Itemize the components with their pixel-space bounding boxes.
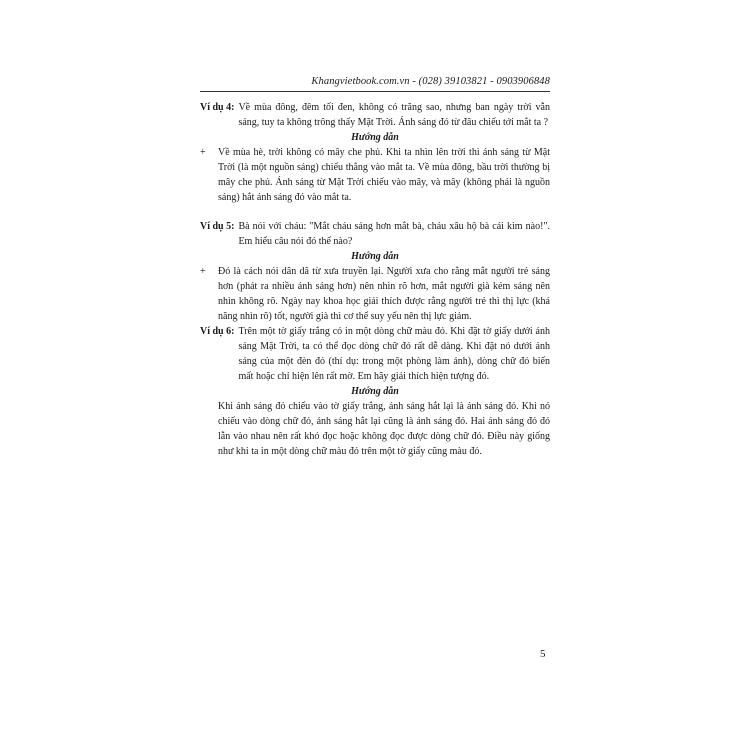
page-header: Khangvietbook.com.vn - (028) 39103821 - 0903906848 (200, 76, 550, 92)
example-5-heading: Hướng dẫn (351, 251, 399, 262)
example-6-text: Trên một tờ giấy trắng có in một dòng chữ màu đỏ. Khi đặt tờ giấy dưới ánh sáng Mặt Trời, ta có thể đọc dòng chữ đó rất dễ dàng. Khi đặt nó dưới ánh sáng của một đèn đỏ (thí dụ: trong một phòng làm ảnh), dòng chữ đó biến mất hoặc chỉ hiện lên rất mờ. Em hãy giải thích hiện tượng đó. (238, 326, 550, 382)
plus-bullet: + (200, 266, 206, 277)
example-6-heading: Hướng dẫn (351, 386, 399, 397)
example-6-label: Ví dụ 6: (200, 326, 235, 337)
example-6-question (200, 324, 550, 384)
example-4-answer-text: Về mùa hè, trời không có mây che phủ. Khi ta nhìn lên trời thì ánh sáng từ Mặt Trời (là một nguồn sáng) chiếu thẳng vào mắt ta. Về mùa đông, bầu trời thường bị mây che phủ. Ánh sáng từ Mặt Trời chiếu vào mây, và mây (không phải là nguồn sáng) hắt ánh sáng đó vào mắt ta. (218, 147, 550, 203)
example-4-question (200, 100, 550, 130)
example-5-text: Bà nói với cháu: "Mắt cháu sáng hơn mắt bà, cháu xâu hộ bà cái kim nào!". Em hiểu câu nói đó thế nào? (238, 221, 550, 247)
example-5-label: Ví dụ 5: (200, 221, 235, 232)
page-content (200, 100, 550, 459)
example-6-answer-text: Khi ánh sáng đỏ chiếu vào tờ giấy trắng, ánh sáng hắt lại là ánh sáng đỏ. Khi nó chiếu vào dòng chữ đỏ, ánh sáng hắt lại cũng là ánh sáng đỏ. Hai ánh sáng đỏ đó lẫn vào nhau nên rất khó đọc hoặc không đọc được dòng chữ đó. Điều này giống như khi ta in một dòng chữ màu đỏ trên một tờ giấy cũng màu đỏ. (218, 401, 550, 457)
plus-bullet: + (200, 147, 206, 158)
example-6-answer (200, 399, 550, 459)
example-4-answer (200, 145, 550, 205)
example-5-answer (200, 264, 550, 324)
example-4-text: Về mùa đông, đêm tối đen, không có trăng sao, nhưng ban ngày trời vẫn sáng, tuy ta không trông thấy Mặt Trời. Ánh sáng đó từ đâu chiếu tới mắt ta ? (238, 102, 550, 128)
page-number: 5 (540, 648, 546, 660)
example-5-answer-text: Đó là cách nói dân dã từ xưa truyền lại. Người xưa cho rằng mắt người trẻ sáng hơn (phát ra nhiều ánh sáng hơn) nên nhìn rõ hơn, mắt người già kém sáng nên nhìn không rõ. Ngày nay khoa học giải thích được rằng người trẻ thì thị lực (khả năng nhìn rõ) tốt, người già thì cơ thể suy yếu nên thị lực giảm. (218, 266, 550, 322)
example-5-question (200, 219, 550, 249)
example-4-label: Ví dụ 4: (200, 102, 235, 113)
example-4-heading: Hướng dẫn (351, 132, 399, 143)
